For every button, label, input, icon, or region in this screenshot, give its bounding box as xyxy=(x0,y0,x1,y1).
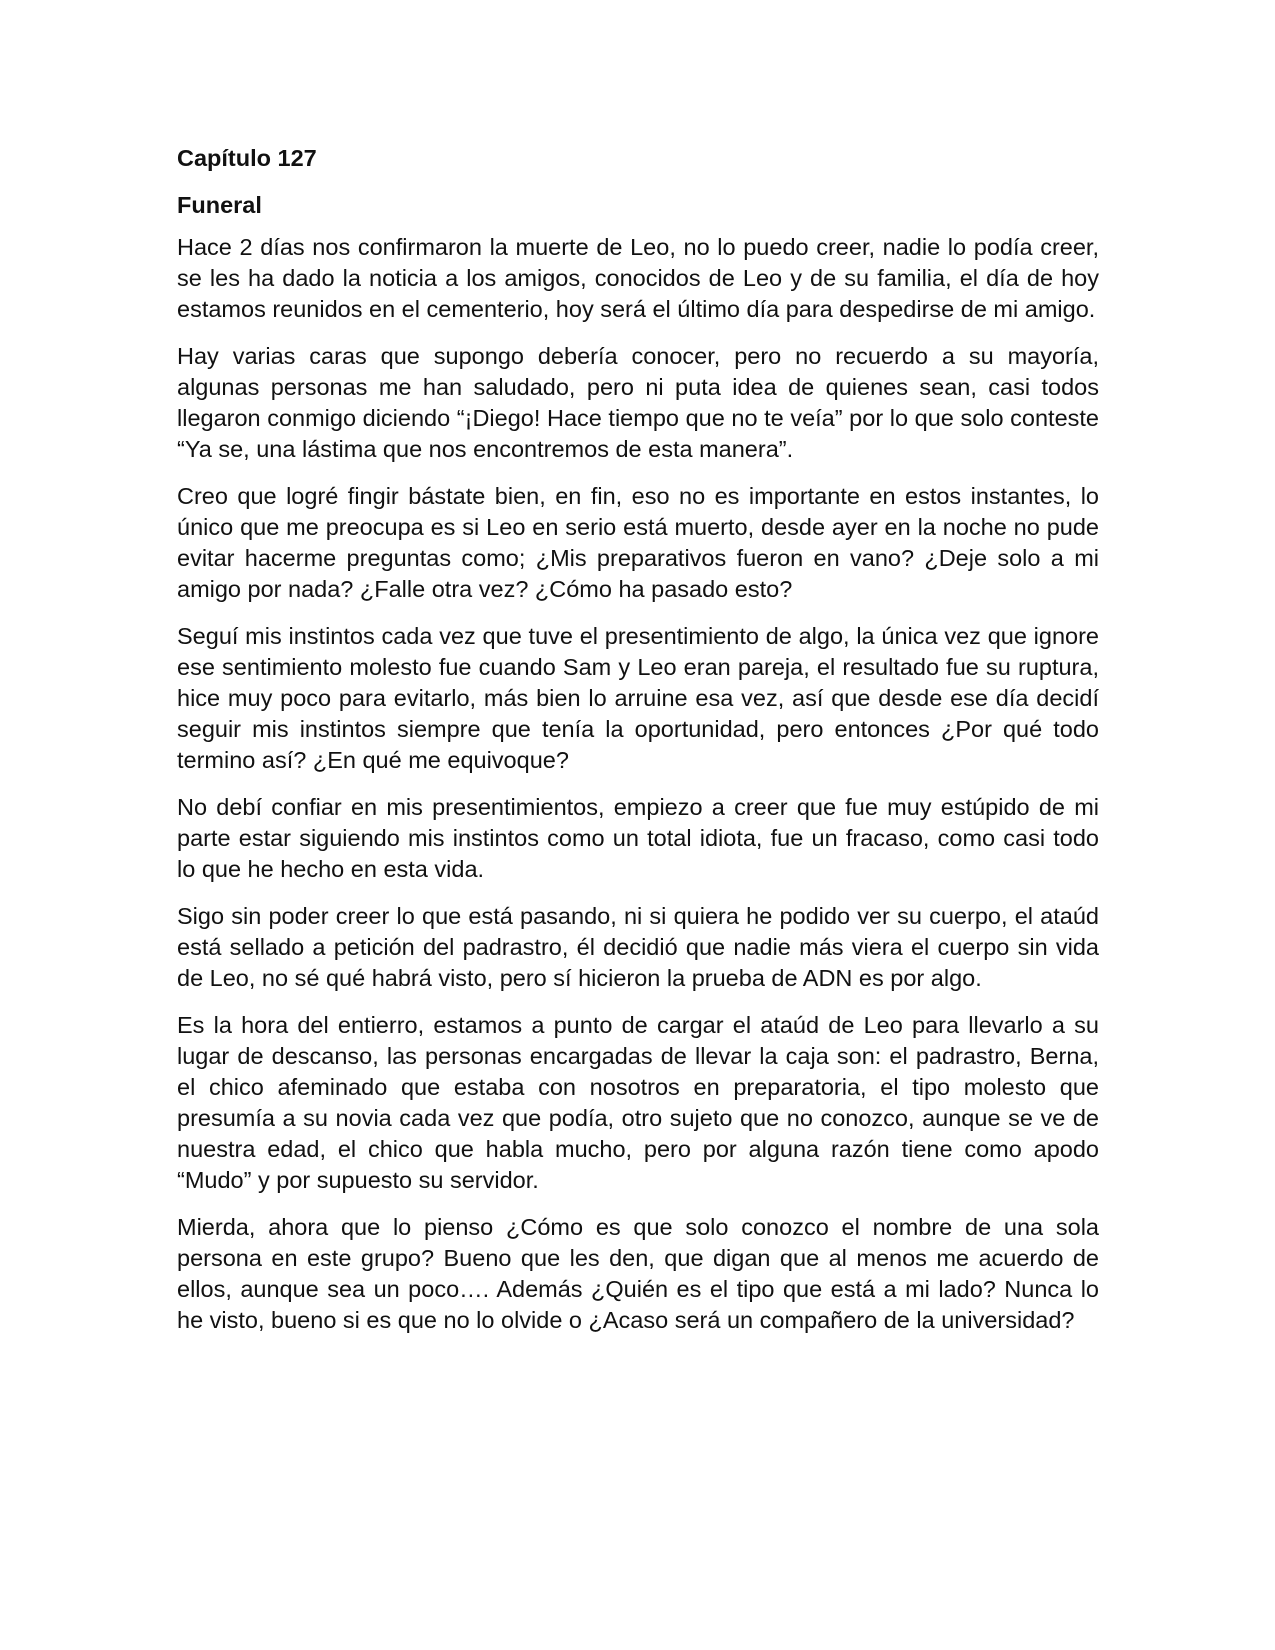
document-body xyxy=(177,143,1099,1352)
paragraph: No debí confiar en mis presentimientos, empiezo a creer que fue muy estúpido de mi parte estar siguiendo mis instintos como un total idiota, fue un fracaso, como casi todo lo que he hecho en esta vida. xyxy=(177,794,1099,882)
paragraph: Sigo sin poder creer lo que está pasando, ni si quiera he podido ver su cuerpo, el ataúd está sellado a petición del padrastro, él decidió que nadie más viera el cuerpo sin vida de Leo, no sé qué habrá visto, pero sí hicieron la prueba de ADN es por algo. xyxy=(177,903,1099,991)
paragraph: Hay varias caras que supongo debería conocer, pero no recuerdo a su mayoría, algunas personas me han saludado, pero ni puta idea de quienes sean, casi todos llegaron conmigo diciendo “¡Diego! Hace tiempo que no te veía” por lo que solo conteste “Ya se, una lástima que nos encontremos de esta manera”. xyxy=(177,343,1099,462)
chapter-number: Capítulo 127 xyxy=(177,145,317,171)
paragraph: Creo que logré fingir bástate bien, en fin, eso no es importante en estos instantes, lo único que me preocupa es si Leo en serio está muerto, desde ayer en la noche no pude evitar hacerme preguntas como; ¿Mis preparativos fueron en vano? ¿Deje solo a mi amigo por nada? ¿Falle otra vez? ¿Cómo ha pasado esto? xyxy=(177,483,1099,602)
paragraph: Mierda, ahora que lo pienso ¿Cómo es que solo conozco el nombre de una sola persona en este grupo? Bueno que les den, que digan que al menos me acuerdo de ellos, aunque sea un poco…. Además ¿Quién es el tipo que está a mi lado? Nunca lo he visto, bueno si es que no lo olvide o ¿Acaso será un compañero de la universidad? xyxy=(177,1214,1099,1333)
paragraph: Es la hora del entierro, estamos a punto de cargar el ataúd de Leo para llevarlo a su lugar de descanso, las personas encargadas de llevar la caja son: el padrastro, Berna, el chico afeminado que estaba con nosotros en preparatoria, el tipo molesto que presumía a su novia cada vez que podía, otro sujeto que no conozco, aunque se ve de nuestra edad, el chico que habla mucho, pero por alguna razón tiene como apodo “Mudo” y por supuesto su servidor. xyxy=(177,1012,1099,1193)
paragraph: Hace 2 días nos confirmaron la muerte de Leo, no lo puedo creer, nadie lo podía creer, se les ha dado la noticia a los amigos, conocidos de Leo y de su familia, el día de hoy estamos reunidos en el cementerio, hoy será el último día para despedirse de mi amigo. xyxy=(177,234,1099,322)
chapter-title: Funeral xyxy=(177,192,262,218)
paragraph: Seguí mis instintos cada vez que tuve el presentimiento de algo, la única vez que ignore ese sentimiento molesto fue cuando Sam y Leo eran pareja, el resultado fue su ruptura, hice muy poco para evitarlo, más bien lo arruine esa vez, así que desde ese día decidí seguir mis instintos siempre que tenía la oportunidad, pero entonces ¿Por qué todo termino así? ¿En qué me equivoque? xyxy=(177,623,1099,773)
